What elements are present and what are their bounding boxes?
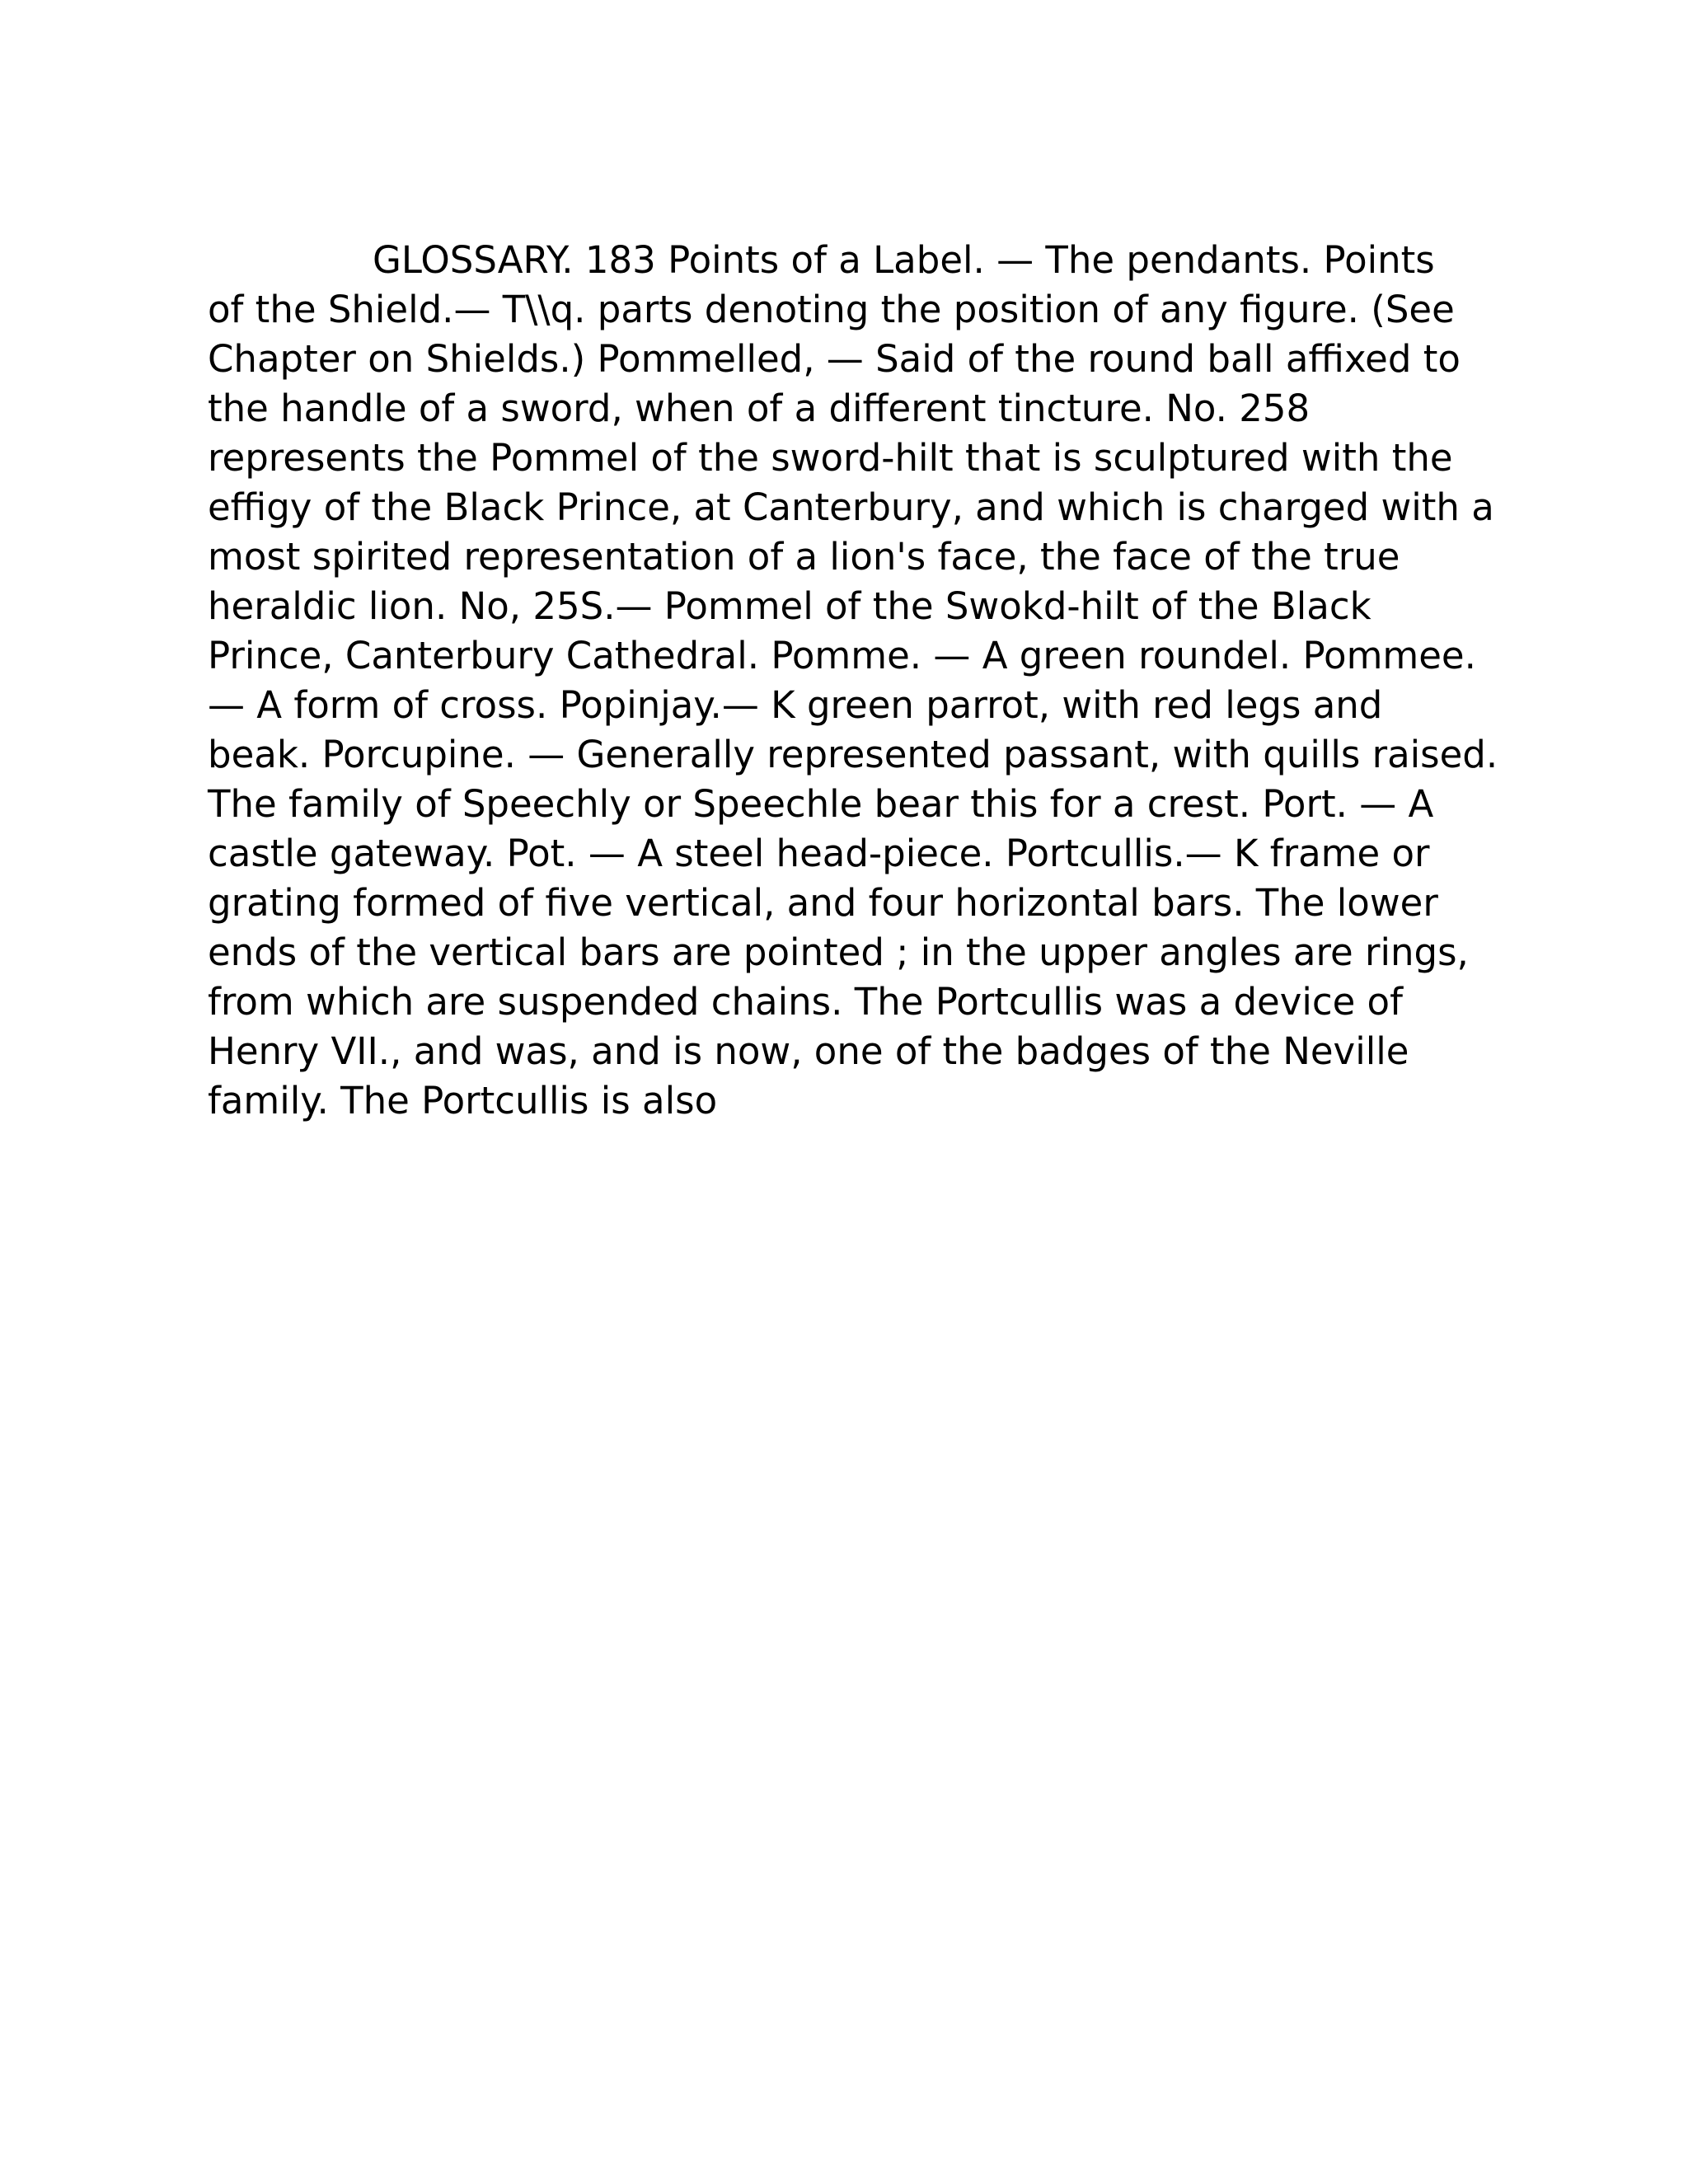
text-line: The family of Speechly or Speechle bear this for a crest. Port. — A <box>208 782 1434 826</box>
text-line: beak. Porcupine. — Generally represented passant, with quills raised. <box>208 733 1498 776</box>
text-line: represents the Pommel of the sword-hilt that is sculptured with the <box>208 436 1453 480</box>
text-line: heraldic lion. No, 25S.— Pommel of the Swokd-hilt of the Black <box>208 584 1372 628</box>
text-line: Henry VII., and was, and is now, one of the badges of the Neville <box>208 1029 1409 1073</box>
text-line: ends of the vertical bars are pointed ; in the upper angles are rings, <box>208 930 1469 974</box>
glossary-text <box>208 236 1498 1126</box>
text-line: most spirited representation of a lion's face, the face of the true <box>208 535 1400 579</box>
text-line: Chapter on Shields.) Pommelled, — Said of the round ball affixed to <box>208 337 1461 381</box>
text-line: family. The Portcullis is also <box>208 1079 718 1122</box>
text-line: grating formed of five vertical, and four horizontal bars. The lower <box>208 881 1438 925</box>
text-line: from which are suspended chains. The Portcullis was a device of <box>208 980 1403 1024</box>
text-line: GLOSSARY. 183 Points of a Label. — The pendants. Points <box>373 238 1435 282</box>
text-line: of the Shield.— T\\q. parts denoting the position of any figure. (See <box>208 288 1455 331</box>
text-line: the handle of a sword, when of a different tincture. No. 258 <box>208 387 1311 430</box>
text-line: castle gateway. Pot. — A steel head-piece. Portcullis.— K frame or <box>208 832 1430 875</box>
text-line: effigy of the Black Prince, at Canterbury, and which is charged with a <box>208 485 1494 529</box>
text-line: Prince, Canterbury Cathedral. Pomme. — A green roundel. Pommee. <box>208 634 1476 677</box>
text-line: — A form of cross. Popinjay.— K green parrot, with red legs and <box>208 683 1383 727</box>
